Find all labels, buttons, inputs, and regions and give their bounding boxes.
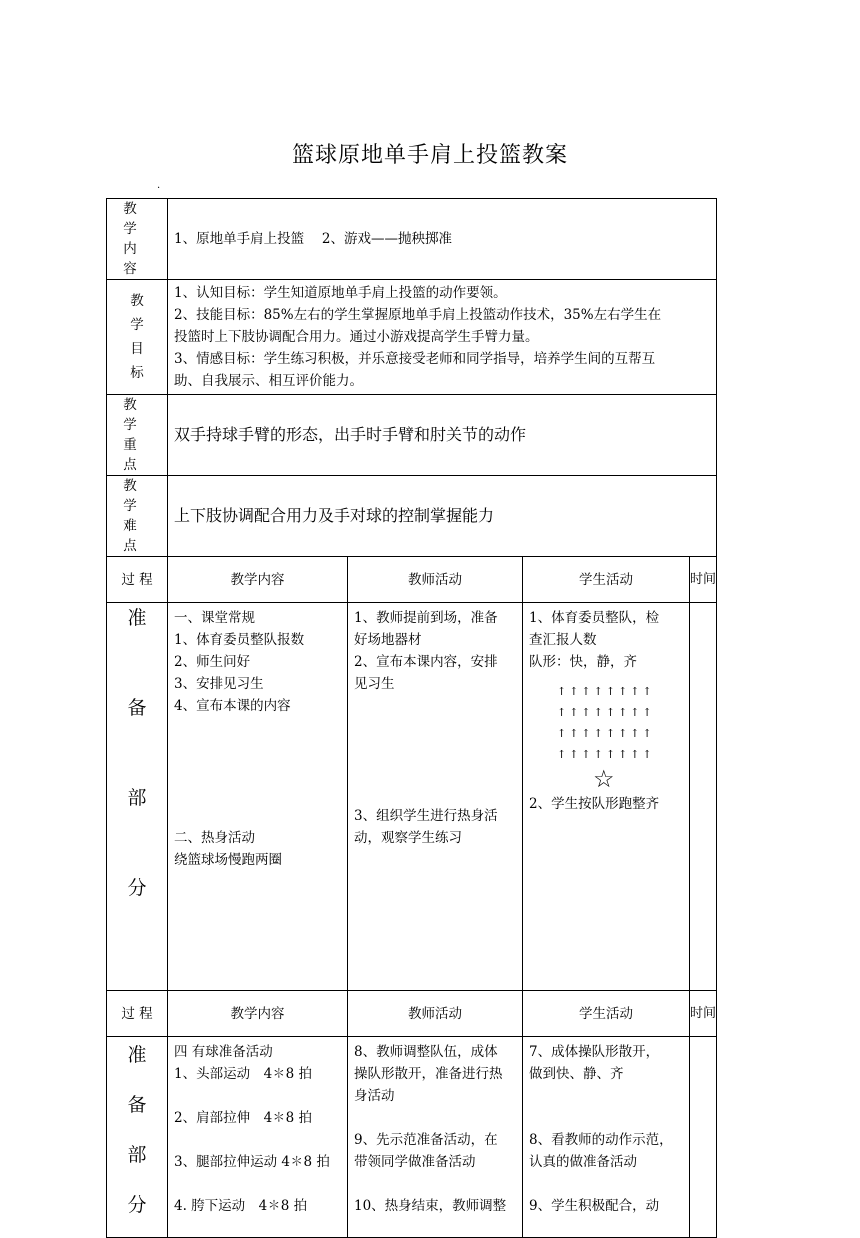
row-key-point: [107, 395, 717, 476]
content-cell: [168, 603, 348, 991]
header-content: 教学内容: [168, 991, 348, 1037]
header-row: [107, 557, 717, 603]
label-char: 目: [130, 341, 144, 357]
section-char: 部: [127, 787, 147, 809]
teacher-line: 8、教师调整队伍，成体: [354, 1044, 498, 1060]
section-prep-2: [107, 1037, 717, 1238]
student-gap: [529, 1173, 683, 1195]
goal-line: 1、认知目标：学生知道原地单手肩上投篮的动作要领。: [174, 285, 507, 301]
student-gap: [529, 1107, 683, 1129]
content-line: 2、肩部拉伸 4✽8 拍: [174, 1110, 313, 1126]
label-char: 标: [130, 365, 144, 381]
formation-row: ↑↑↑↑↑↑↑↑: [557, 685, 655, 698]
header-student: 学生活动: [523, 557, 690, 603]
teacher-line: 10、热身结束，教师调整: [354, 1198, 507, 1214]
student-line: 认真的做准备活动: [529, 1154, 637, 1170]
label-char: 学: [130, 317, 144, 333]
row-teaching-goals: [107, 280, 717, 395]
content-cell: [168, 1037, 348, 1238]
header-teacher: 教师活动: [348, 557, 523, 603]
student-line: 1、体育委员整队，检: [529, 610, 660, 626]
lesson-plan-table: [106, 198, 717, 1238]
student-line: 8、看教师的动作示范，: [529, 1132, 673, 1148]
row-difficulty: [107, 476, 717, 557]
teacher-line: 3、组织学生进行热身活: [354, 808, 498, 824]
label-teaching-content: 教 学 内 容: [107, 199, 168, 280]
student-cell: [523, 1037, 690, 1238]
section-char: 分: [127, 877, 147, 899]
header-process: 过 程: [107, 991, 168, 1037]
label-teaching-goals: [107, 280, 168, 395]
teacher-line: 见习生: [354, 676, 395, 692]
key-point-text: 双手持球手臂的形态，出手时手臂和肘关节的动作: [168, 395, 717, 476]
difficulty-text: 上下肢协调配合用力及手对球的控制掌握能力: [168, 476, 717, 557]
section-prep-1: [107, 603, 717, 991]
content-line: 绕篮球场慢跑两圈: [174, 852, 282, 868]
teacher-gap: [354, 1173, 516, 1195]
student-line: 做到快、静、齐: [529, 1066, 624, 1082]
content-line: 四 有球准备活动: [174, 1044, 273, 1060]
header-time: 时间: [690, 991, 717, 1037]
teacher-line: 2、宣布本课内容，安排: [354, 654, 498, 670]
teacher-star-icon: ☆: [593, 765, 615, 793]
teacher-gap: [354, 1107, 516, 1129]
content-line: 3、腿部拉伸运动 4✽8 拍: [174, 1154, 330, 1170]
student-line: 2、学生按队形跑整齐: [529, 796, 660, 812]
teacher-line: 动，观察学生练习: [354, 830, 462, 846]
header-row-2: [107, 991, 717, 1037]
dot-mark: .: [157, 180, 161, 191]
header-process: 过 程: [107, 557, 168, 603]
goal-line: 3、情感目标：学生练习积极，并乐意接受老师和同学指导，培养学生间的互帮互: [174, 351, 656, 367]
section-char: 部: [127, 1144, 147, 1166]
formation-row: ↑↑↑↑↑↑↑↑: [557, 706, 655, 719]
student-line: 9、学生积极配合，动: [529, 1198, 660, 1214]
section-char: 准: [127, 1044, 147, 1066]
student-gap: [529, 1085, 683, 1107]
content-line: 4. 胯下运动 4✽8 拍: [174, 1198, 308, 1214]
teacher-line: 身活动: [354, 1088, 395, 1104]
content-gap: [174, 1129, 341, 1151]
teacher-cell: [348, 603, 523, 991]
row-teaching-content: [107, 199, 717, 280]
time-cell: [690, 603, 717, 991]
header-content: 教学内容: [168, 557, 348, 603]
student-line: 7、成体操队形散开，: [529, 1044, 660, 1060]
content-line: 3、安排见习生: [174, 676, 264, 692]
student-line: 查汇报人数: [529, 632, 597, 648]
content-line: 1、体育委员整队报数: [174, 632, 305, 648]
content-line: 1、头部运动 4✽8 拍: [174, 1066, 313, 1082]
section-label: [107, 603, 168, 991]
content-gap: [174, 1173, 341, 1195]
header-student: 学生活动: [523, 991, 690, 1037]
section-char: 准: [127, 607, 147, 629]
goal-line: 助、自我展示、相互评价能力。: [174, 373, 363, 389]
content-line: 4、宣布本课的内容: [174, 698, 291, 714]
content-line: 二、热身活动: [174, 830, 255, 846]
section-char: 备: [127, 697, 147, 719]
formation-row: ↑↑↑↑↑↑↑↑: [557, 748, 655, 761]
section-label: [107, 1037, 168, 1238]
section-char: 备: [127, 1094, 147, 1116]
teaching-goals-text: [168, 280, 717, 395]
teacher-line: 操队形散开，准备进行热: [354, 1066, 503, 1082]
label-difficulty: 教 学 难 点: [107, 476, 168, 557]
goal-line: 投篮时上下肢协调配合用力。通过小游戏提高学生手臂力量。: [174, 329, 539, 345]
student-cell: [523, 603, 690, 991]
section-char: 分: [127, 1194, 147, 1216]
student-line: 队形：快，静，齐: [529, 654, 637, 670]
label-char: 教: [130, 293, 144, 309]
teacher-line: 带领同学做准备活动: [354, 1154, 476, 1170]
page-title: 篮球原地单手肩上投篮教案: [291, 143, 568, 168]
formation-row: ↑↑↑↑↑↑↑↑: [557, 727, 655, 740]
content-line: 2、师生问好: [174, 654, 251, 670]
goal-line: 2、技能目标：85%左右的学生掌握原地单手肩上投篮动作技术，35%左右学生在: [174, 307, 662, 323]
time-cell: [690, 1037, 717, 1238]
teacher-line: 1、教师提前到场，准备: [354, 610, 498, 626]
teacher-cell: [348, 1037, 523, 1238]
header-teacher: 教师活动: [348, 991, 523, 1037]
teacher-line: 9、先示范准备活动，在: [354, 1132, 498, 1148]
teacher-line: 好场地器材: [354, 632, 422, 648]
formation-diagram: [557, 681, 683, 765]
content-gap: [174, 1085, 341, 1107]
teaching-content-text: 1、原地单手肩上投篮 2、游戏——抛秧掷准: [168, 199, 717, 280]
header-time: 时间: [690, 557, 717, 603]
label-key-point: 教 学 重 点: [107, 395, 168, 476]
content-line: 一、课堂常规: [174, 610, 255, 626]
